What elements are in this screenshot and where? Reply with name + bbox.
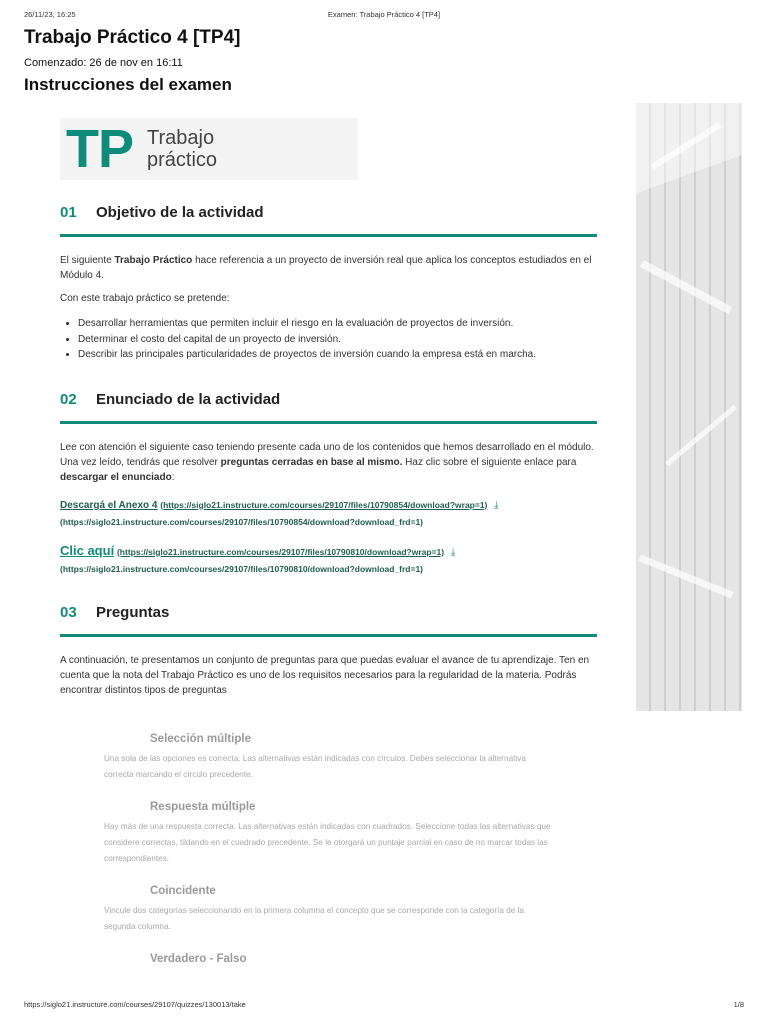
section-title: Enunciado de la actividad (96, 390, 281, 408)
tp-banner-line2: práctico (147, 149, 218, 171)
tp-banner-text (147, 127, 217, 171)
download-annex-url[interactable]: (https://siglo21.instructure.com/courses/29107/files/10790854/download?wrap=1) (160, 499, 488, 510)
question-type-item (104, 885, 554, 935)
section-heading-questions (60, 604, 600, 621)
objective-text-rest: hace referencia a un proyecto de inversión real que aplica los conceptos estudiados en el Módulo 4. (60, 255, 592, 281)
section-title: Preguntas (96, 603, 170, 621)
statement-bold: preguntas cerradas en base al mismo. (220, 456, 403, 468)
objective-bold: Trabajo Práctico (114, 255, 193, 266)
section-title: Objetivo de la actividad (96, 204, 264, 221)
tp-logo: TP (66, 119, 134, 179)
objective-paragraph (60, 253, 600, 283)
instructions-content (60, 118, 600, 698)
tp-banner-line1: Trabajo (147, 127, 215, 149)
click-here-direct-url[interactable]: (https://siglo21.instructure.com/courses/29107/files/10790810/download?download_frd=1) (60, 563, 424, 574)
list-item: • Desarrollar herramientas que permiten incluir el riesgo en la evaluación de proyectos de inversión. (78, 316, 600, 332)
print-title: Examen: Trabajo Práctico 4 [TP4] (327, 10, 441, 19)
question-type-title: Selección múltiple (150, 733, 251, 745)
statement-text: Haz clic sobre el siguiente enlace para (402, 456, 577, 468)
objective-text: El siguiente (60, 255, 115, 266)
list-item: • Determinar el costo del capital de un proyecto de inversión. (78, 332, 600, 348)
question-type-description: Vincule dos categorías seleccionando en la primera columna el concepto que se corresponde con la categoría de la segunda columna. (104, 906, 524, 931)
section-number: 02 (60, 390, 77, 408)
question-type-description: Hay más de una respuesta correcta. Las alternativas están indicadas con cuadrados. Seleccione todas las alternativas que considere correctas, tildando en el cuadrado precedente. Se le otorgará un puntaje parcial en caso de no marcar todas las correspondientes. (104, 822, 551, 863)
question-type-title: Respuesta múltiple (150, 801, 256, 813)
started-timestamp: Comenzado: 26 de nov en 16:11 (24, 57, 183, 69)
statement-bold: descargar el enunciado (60, 471, 172, 483)
print-footer (24, 1000, 744, 1012)
print-url: https://siglo21.instructure.com/courses/29107/quizzes/130013/take (24, 1000, 246, 1009)
section-heading-objective (60, 204, 600, 221)
question-types-list (104, 733, 554, 983)
download-icon[interactable]: ⤓ (450, 546, 456, 558)
question-type-title: Verdadero - Falso (150, 953, 247, 965)
question-type-title: Coincidente (150, 885, 216, 897)
download-annex-link[interactable]: Descargá el Anexo 4 (60, 499, 158, 511)
section-heading-statement (60, 391, 600, 408)
objective-intro: Con este trabajo práctico se pretende: (60, 293, 230, 304)
section-number: 01 (60, 204, 77, 221)
statement-text: : (171, 471, 175, 483)
statement-paragraph (60, 440, 600, 485)
download-annex-block (60, 497, 600, 531)
tp-banner (60, 118, 358, 180)
download-statement-block (60, 543, 600, 578)
section-number: 03 (60, 603, 77, 621)
list-item: • Describir las principales particularidades de proyectos de inversión cuando la empresa está en marcha. (78, 347, 600, 363)
print-date: 26/11/23, 16:25 (24, 10, 76, 19)
question-type-description: Una sola de las opciones es correcta. Las alternativas están indicadas con círculos. Debes seleccionar la alternativa correcta marcando el círculo precedente. (104, 754, 526, 779)
question-type-item (104, 733, 554, 783)
question-type-item (104, 801, 554, 867)
download-icon[interactable]: ⤓ (494, 499, 499, 511)
section-divider (60, 421, 597, 424)
section-divider (60, 634, 597, 637)
instructions-heading: Instrucciones del examen (24, 75, 232, 94)
page-title: Trabajo Práctico 4 [TP4] (24, 27, 241, 48)
statement-text: Lee con atención el siguiente caso teniendo presente cada uno de los contenidos que hemos desarrollado en el módulo. Una vez leído, tendrás que resolver (60, 441, 594, 468)
decorative-architecture-image (636, 103, 742, 711)
print-header (24, 10, 744, 24)
section-divider (60, 234, 597, 237)
page-number: 1/8 (733, 1000, 744, 1009)
objective-list (60, 316, 600, 363)
click-here-link[interactable]: Clic aquí (60, 542, 115, 558)
questions-intro: A continuación, te presentamos un conjunto de preguntas para que puedas evaluar el avance de tu aprendizaje. Ten en cuenta que la nota del Trabajo Práctico es uno de los requisitos necesarios para la regularidad de la materia. Podrás encontrar distintos tipos de preguntas (60, 654, 590, 696)
download-annex-direct-url[interactable]: (https://siglo21.instructure.com/courses/29107/files/10790854/download?download_frd=1) (60, 516, 424, 527)
click-here-url[interactable]: (https://siglo21.instructure.com/courses/29107/files/10790810/download?wrap=1) (116, 546, 445, 557)
question-type-item (104, 953, 554, 965)
